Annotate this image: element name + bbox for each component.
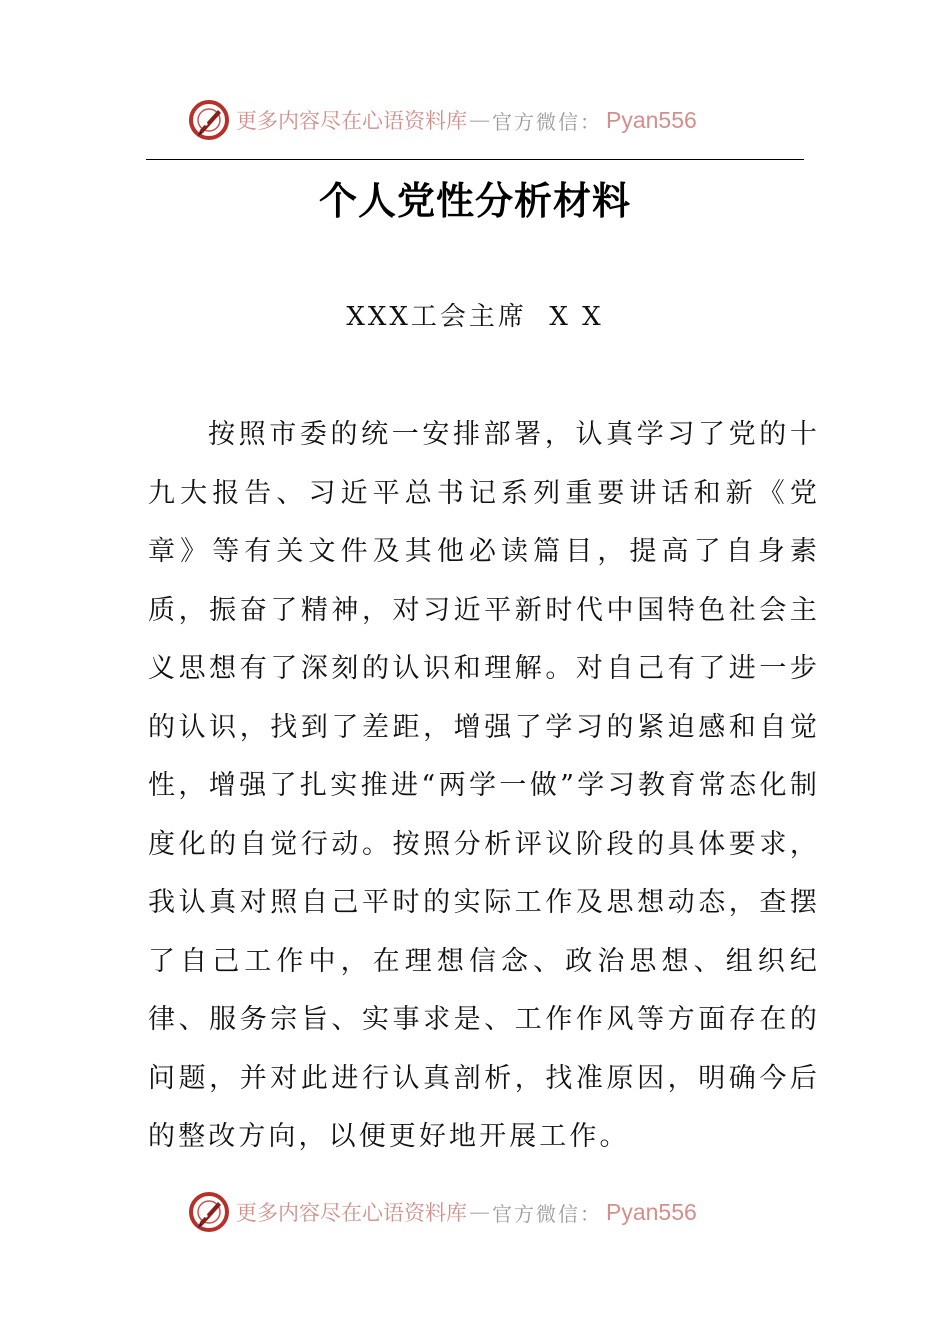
footer-watermark (188, 1190, 697, 1234)
body-paragraph: 按照市委的统一安排部署，认真学习了党的十九大报告、习近平总书记系列重要讲话和新《党章》等有关文件及其他必读篇目，提高了自身素质，振奋了精神，对习近平新时代中国特色社会主义思想有了深刻的认识和理解。对自己有了进一步的认识，找到了差距，增强了学习的紧迫感和自觉性，增强了扎实推进“两学一做”学习教育常态化制度化的自觉行动。按照分析评议阶段的具体要求，我认真对照自己平时的实际工作及思想动态，查摆了自己工作中，在理想信念、政治思想、组织纪律、服务宗旨、实事求是、工作作风等方面存在的问题，并对此进行认真剖析，找准原因，明确今后的整改方向，以便更好地开展工作。 (148, 419, 820, 1152)
watermark-brand-text: 更多内容尽在心语资料库 (236, 109, 467, 133)
watermark-dash: — (469, 1200, 490, 1224)
header-divider (146, 159, 804, 160)
watermark-brand-text: 更多内容尽在心语资料库 (236, 1201, 467, 1225)
pen-logo-icon (188, 99, 230, 141)
watermark-official-label: 官方微信： (492, 1201, 602, 1226)
document-title: 个人党性分析材料 (318, 179, 631, 223)
watermark-wechat-id: Pyan556 (606, 1198, 697, 1225)
pen-logo-icon (188, 1191, 230, 1233)
header-watermark (188, 98, 697, 142)
document-author: XXX工会主席 X X (346, 302, 604, 332)
watermark-wechat-id: Pyan556 (606, 106, 697, 133)
watermark-dash: — (469, 108, 490, 132)
watermark-official-label: 官方微信： (492, 109, 602, 134)
